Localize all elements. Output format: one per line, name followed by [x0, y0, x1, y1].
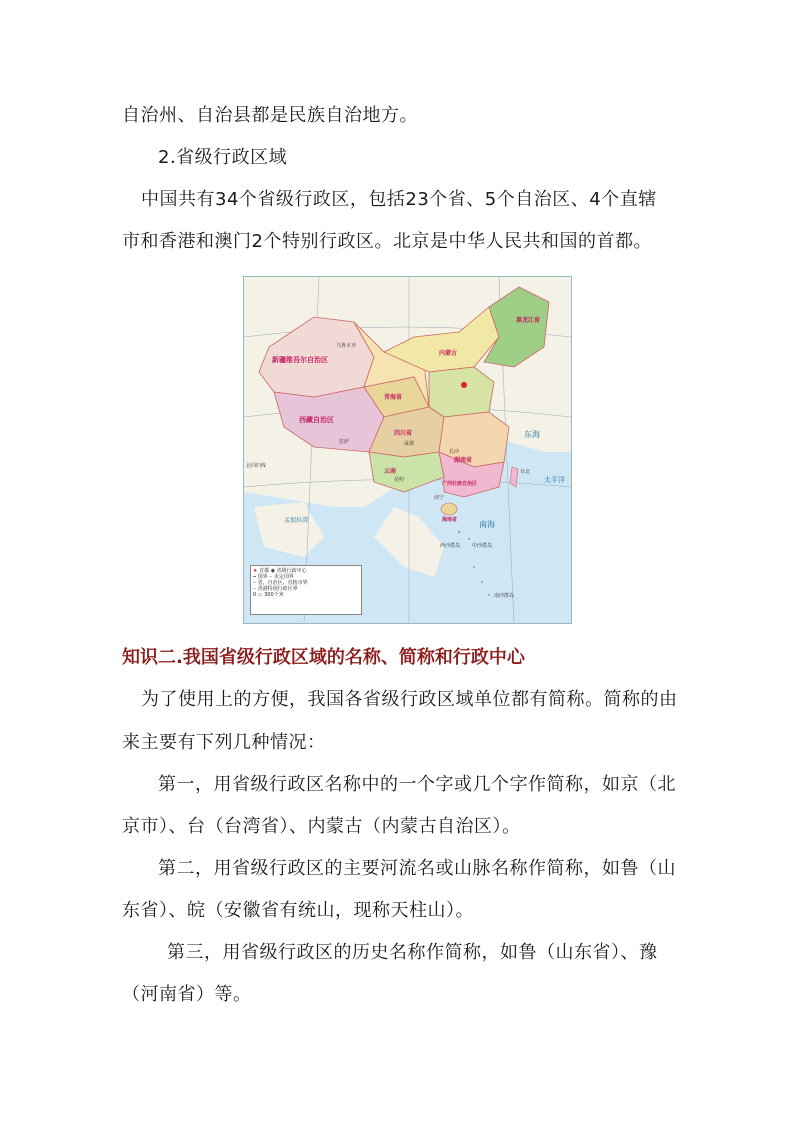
scale-bar-icon: ▭	[257, 592, 263, 598]
paragraph-line: 第一，用省级行政区名称中的一个字或几个字作简称，如京（北	[158, 774, 676, 795]
legend-prov-center: 省级行政中心	[276, 568, 307, 574]
label-hunan: 湖南省	[454, 457, 473, 464]
legend-undefined-border: 未定国界	[273, 574, 294, 580]
label-zhongsha: 中沙群岛	[472, 543, 493, 549]
label-kunming: 昆明	[394, 477, 405, 483]
paragraph-line: 中国共有34个省级行政区，包括23个省、5个自治区、4个直辖	[141, 189, 657, 210]
paragraph-line: 京市）、台（台湾省）、内蒙古（内蒙古自治区）。	[122, 816, 521, 837]
india-land	[254, 502, 324, 557]
legend-capital: 首都	[259, 568, 270, 574]
region-taiwan	[510, 467, 518, 487]
label-xizang: 西藏自治区	[299, 416, 334, 424]
capital-marker-icon	[461, 382, 467, 388]
label-yunnan: 云南	[384, 468, 397, 475]
label-changsha: 长沙	[449, 449, 460, 455]
paragraph-line: 来主要有下列几种情况：	[122, 732, 326, 753]
label-taibei: 台北	[520, 469, 531, 475]
label-south-sea: 南海	[479, 520, 495, 529]
capital-legend-icon: ★	[253, 568, 258, 574]
paragraph-line: 自治州、自治县都是民族自治地方。	[122, 105, 418, 126]
legend-prov-border: 省、自治区、直辖市界	[257, 580, 308, 586]
paragraph-line: 第三，用省级行政区的历史名称作简称，如鲁（山东省）、豫	[167, 942, 658, 963]
label-chengdu: 成都	[404, 441, 415, 447]
border-legend-icon: ┅	[253, 574, 257, 580]
label-qinghai: 青海省	[384, 394, 403, 401]
label-hainan: 海南省	[442, 517, 458, 523]
china-map	[243, 276, 572, 624]
label-nanning: 南宁	[434, 495, 445, 501]
section-title: 2.省级行政区域	[158, 147, 288, 168]
label-neimenggu: 内蒙古	[439, 350, 458, 357]
undefined-border-legend-icon: ┄	[269, 574, 273, 580]
legend-border: 国界	[257, 574, 268, 580]
islands	[458, 531, 493, 596]
label-pacific: 太平洋	[544, 476, 565, 484]
sar-border-legend-icon: ┈	[253, 586, 257, 592]
label-lhasa: 拉萨	[339, 439, 350, 445]
section-heading: 知识二.我国省级行政区域的名称、简称和行政中心	[122, 647, 525, 668]
label-guangxi: 广西壮族自治区	[442, 481, 478, 487]
paragraph-line: 为了使用上的方便，我国各省级行政区域单位都有简称。简称的由	[141, 689, 678, 710]
legend-scale: 300千米	[264, 592, 284, 598]
label-bengal: 孟加拉湾	[284, 517, 309, 524]
label-heilongjiang: 黑龙江省	[516, 317, 541, 324]
label-xisha: 西沙群岛	[440, 543, 461, 549]
label-sichuan: 四川省	[394, 430, 413, 437]
label-east-sea: 东海	[524, 430, 540, 439]
region-hainan	[441, 503, 457, 515]
label-nansha: 南沙群岛	[494, 593, 515, 599]
legend-sar-border: 香港特别行政区界	[257, 586, 298, 592]
label-xinjiang: 新疆维吾尔自治区	[272, 356, 328, 364]
map-legend: ★ 首都 ◉ 省级行政中心 ┅ 国界 ┄ 未定国界 ╌ 省、自治区、直辖市界 ┈ 香港特别行政区界 0 ▭ 300千米	[250, 565, 362, 615]
prov-border-legend-icon: ╌	[253, 580, 257, 586]
paragraph-line: 东省）、皖（安徽省有统山，现称天柱山）。	[122, 900, 474, 921]
region-north	[429, 367, 494, 417]
paragraph-line: （河南省）等。	[122, 984, 252, 1005]
prov-center-legend-icon: ◉	[270, 568, 276, 574]
label-tropic: 北回归线	[246, 463, 267, 469]
paragraph-line: 市和香港和澳门2个特别行政区。北京是中华人民共和国的首都。	[122, 231, 652, 252]
label-urumqi: 乌鲁木齐	[336, 343, 357, 349]
paragraph-line: 第二，用省级行政区的主要河流名或山脉名称作简称，如鲁（山	[158, 858, 676, 879]
